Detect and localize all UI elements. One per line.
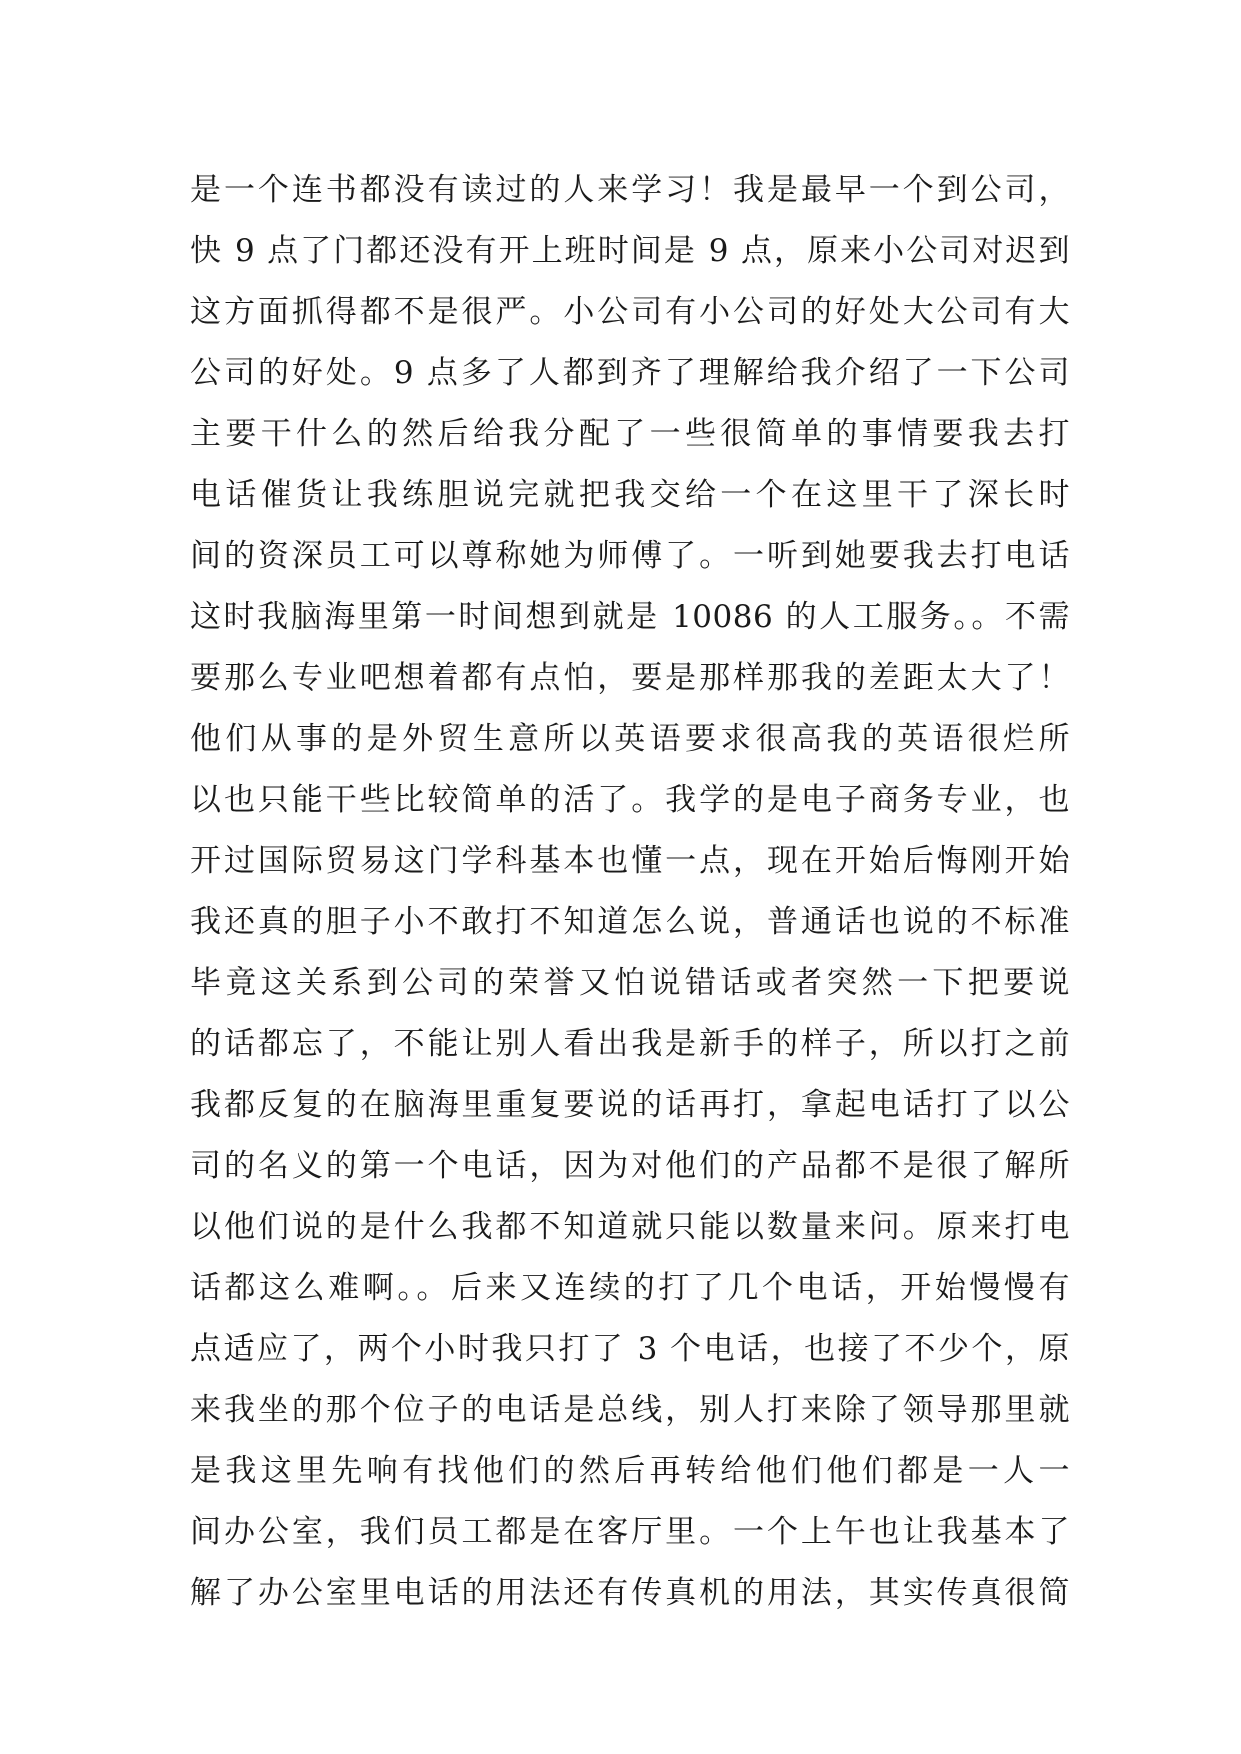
body-text (190, 160, 1070, 1624)
text-line: 司的名义的第一个电话，因为对他们的产品都不是很了解所 (190, 1148, 1070, 1184)
text-line: 这方面抓得都不是很严。小公司有小公司的好处大公司有大 (190, 294, 1070, 330)
text-line: 解了办公室里电话的用法还有传真机的用法，其实传真很简 (190, 1575, 1070, 1611)
text-line: 这时我脑海里第一时间想到就是 10086 的人工服务。。不需 (190, 599, 1070, 635)
text-line: 是一个连书都没有读过的人来学习！我是最早一个到公司， (190, 172, 1070, 208)
text-line: 公司的好处。9 点多了人都到齐了理解给我介绍了一下公司 (190, 355, 1070, 391)
text-line: 以他们说的是什么我都不知道就只能以数量来问。原来打电 (190, 1209, 1070, 1245)
text-line: 他们从事的是外贸生意所以英语要求很高我的英语很烂所 (190, 721, 1070, 757)
text-line: 电话催货让我练胆说完就把我交给一个在这里干了深长时 (190, 477, 1070, 513)
text-line: 开过国际贸易这门学科基本也懂一点，现在开始后悔刚开始 (190, 843, 1070, 879)
text-line: 以也只能干些比较简单的活了。我学的是电子商务专业，也 (190, 782, 1070, 818)
text-line: 话都这么难啊。。后来又连续的打了几个电话，开始慢慢有 (190, 1270, 1070, 1306)
text-line: 快 9 点了门都还没有开上班时间是 9 点，原来小公司对迟到 (190, 233, 1070, 269)
text-line: 我还真的胆子小不敢打不知道怎么说，普通话也说的不标准 (190, 904, 1070, 940)
text-line: 是我这里先响有找他们的然后再转给他们他们都是一人一 (190, 1453, 1070, 1489)
text-line: 来我坐的那个位子的电话是总线，别人打来除了领导那里就 (190, 1392, 1070, 1428)
text-line: 的话都忘了，不能让别人看出我是新手的样子，所以打之前 (190, 1026, 1070, 1062)
text-line: 我都反复的在脑海里重复要说的话再打，拿起电话打了以公 (190, 1087, 1070, 1123)
text-line: 毕竟这关系到公司的荣誉又怕说错话或者突然一下把要说 (190, 965, 1070, 1001)
text-line: 间办公室，我们员工都是在客厅里。一个上午也让我基本了 (190, 1514, 1070, 1550)
text-line: 点适应了，两个小时我只打了 3 个电话，也接了不少个，原 (190, 1331, 1070, 1367)
text-line: 间的资深员工可以尊称她为师傅了。一听到她要我去打电话 (190, 538, 1070, 574)
text-line: 要那么专业吧想着都有点怕，要是那样那我的差距太大了！ (190, 660, 1070, 696)
text-line: 主要干什么的然后给我分配了一些很简单的事情要我去打 (190, 416, 1070, 452)
